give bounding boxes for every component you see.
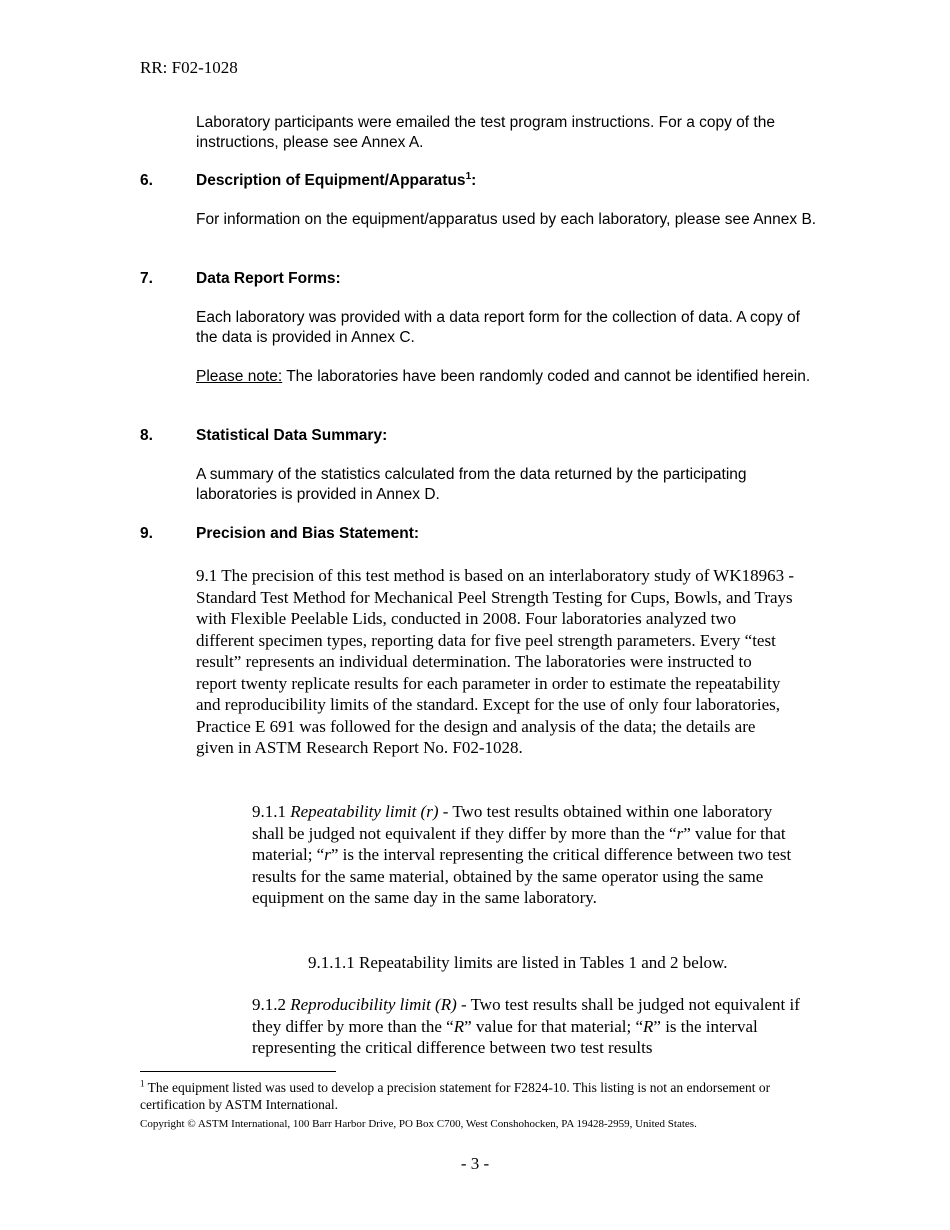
section-title: Statistical Data Summary:: [196, 427, 388, 444]
page-number: - 3 -: [460, 1154, 490, 1173]
note-label: Please note:: [196, 368, 283, 385]
report-id-header: RR: F02-1028: [140, 58, 238, 77]
footnote: $^1$ The equipment listed was used to develop a precision statement for F2824-10. This listing is not an endorsement or certification by ASTM International.: [140, 1078, 771, 1112]
paragraph-9-1-2: 9.1.2 Reproducibility limit (R) - Two test results shall be judged not equivalent if they differ by more than the “R” value for that material; “R” is the interval representing the critical difference between two test results: [252, 995, 800, 1057]
section-title: Data Report Forms:: [196, 270, 341, 287]
section-number: 9.: [140, 525, 153, 542]
repeatability-term: Repeatability limit (r) -: [290, 802, 449, 821]
footnote-marker: 1: [140, 1078, 145, 1089]
paragraph-9-1-1-1: 9.1.1.1 Repeatability limits are listed in Tables 1 and 2 below.: [308, 953, 728, 972]
section-title: Precision and Bias Statement:: [196, 525, 420, 542]
section-number: 8.: [140, 427, 153, 444]
paragraph-9-1-1: 9.1.1 Repeatability limit (r) - Two test results obtained within one laboratory shall be judged not equivalent if they differ by more than the “r” value for that material; “r” is the interval representing the critical difference between two test results for the same material, obtained by the same operator using the same equipment on the same day in the same laboratory.: [252, 802, 792, 907]
reproducibility-term: Reproducibility limit (R) -: [290, 995, 467, 1014]
section-6-body: For information on the equipment/apparatus used by each laboratory, please see Annex B.: [196, 211, 817, 228]
section-7-body: Each laboratory was provided with a data report form for the collection of data. A copy of the data is provided in Annex C.: [196, 309, 800, 346]
section-number: 6.: [140, 172, 153, 189]
section-8-body: A summary of the statistics calculated from the data returned by the participating laboratories is provided in Annex D.: [196, 466, 747, 503]
footnote-ref: 1: [465, 170, 472, 182]
copyright-notice: Copyright © ASTM International, 100 Barr Harbor Drive, PO Box C700, West Conshohocken, PA 19428-2959, United States.: [140, 1118, 697, 1130]
intro-paragraph: Laboratory participants were emailed the test program instructions. For a copy of the instructions, please see Annex A.: [196, 114, 775, 151]
section-7-note: Please note: The laboratories have been randomly coded and cannot be identified herein.: [196, 368, 811, 385]
paragraph-9-1: 9.1 The precision of this test method is based on an interlaboratory study of WK18963 - Standard Test Method for Mechanical Peel Strength Testing for Cups, Bowls, and Trays with Flexible Peelable Lids, conducted in 2008. Four laboratories analyzed two different specimen types, reporting data for five peel strength parameters. Every “test result” represents an individual determination. The laboratories were instructed to report twenty replicate results for each parameter in order to estimate the repeatability and reproducibility limits of the standard. Except for the use of only four laboratories, Practice E 691 was followed for the design and analysis of the data; the details are given in ASTM Research Report No. F02-1028.: [196, 566, 795, 757]
footnote-divider: [140, 1071, 336, 1072]
section-title: Description of Equipment/Apparatus$^1$:: [196, 170, 477, 189]
section-number: 7.: [140, 270, 153, 287]
